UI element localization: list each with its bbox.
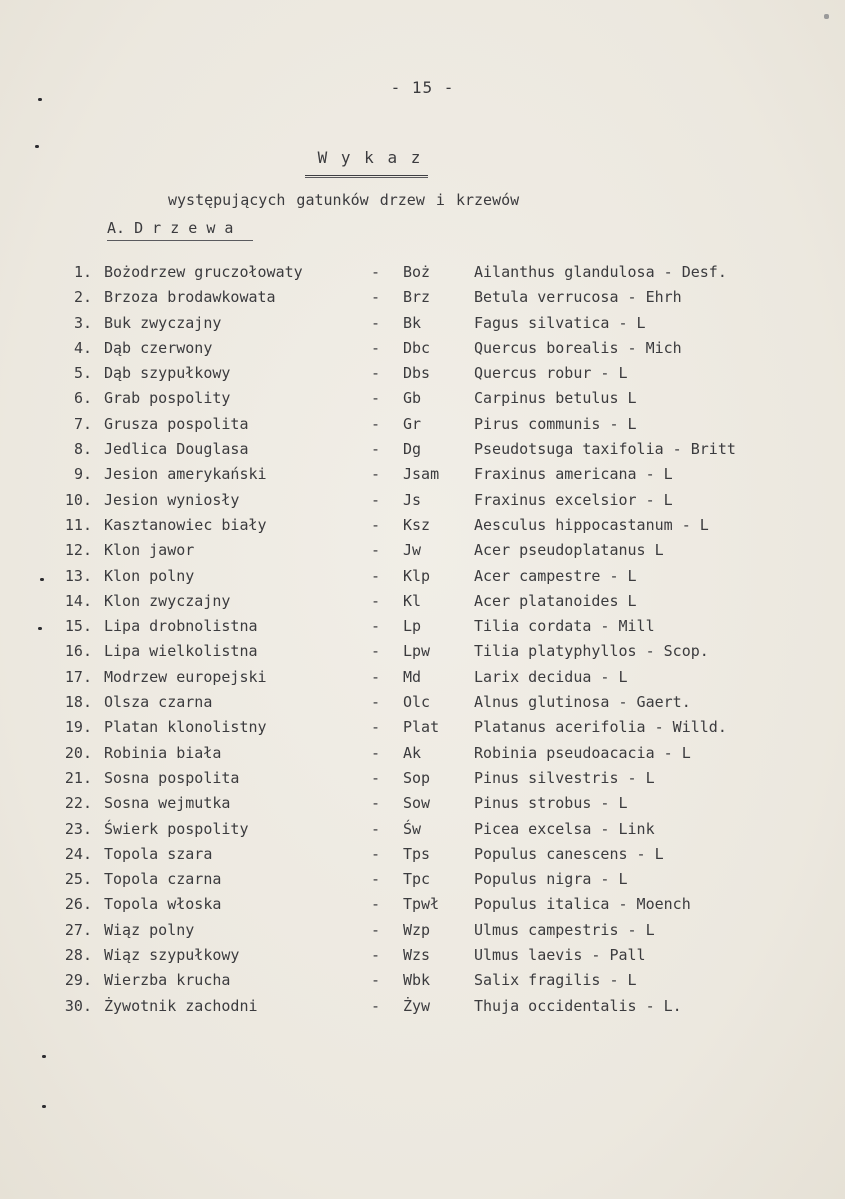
separator-dash: - — [371, 414, 381, 433]
polish-name: Klon jawor — [104, 541, 195, 560]
abbreviation: Olc — [403, 693, 431, 712]
row-number: 24. — [64, 844, 92, 863]
row-number: 7. — [73, 414, 92, 433]
table-row — [0, 845, 845, 870]
polish-name: Świerk pospolity — [104, 819, 249, 838]
row-number: 21. — [64, 768, 92, 787]
latin-name: Platanus acerifolia - Willd. — [474, 718, 727, 737]
polish-name: Grusza pospolita — [104, 414, 249, 433]
row-number: 27. — [64, 920, 92, 939]
row-number: 17. — [64, 667, 92, 686]
abbreviation: Lp — [403, 617, 422, 636]
separator-dash: - — [371, 768, 381, 787]
row-number: 3. — [73, 313, 92, 332]
table-row — [0, 364, 845, 389]
separator-dash: - — [371, 566, 381, 585]
latin-name: Tilia platyphyllos - Scop. — [474, 642, 709, 661]
table-row — [0, 642, 845, 667]
row-number: 20. — [64, 743, 92, 762]
separator-dash: - — [371, 515, 381, 534]
table-row — [0, 541, 845, 566]
abbreviation: Ak — [403, 743, 422, 762]
table-row — [0, 440, 845, 465]
corner-mark — [824, 14, 829, 19]
abbreviation: Gb — [403, 389, 422, 408]
margin-mark — [42, 1055, 46, 1058]
separator-dash: - — [371, 667, 381, 686]
latin-name: Carpinus betulus L — [474, 389, 637, 408]
abbreviation: Żyw — [403, 996, 431, 1015]
row-number: 16. — [64, 642, 92, 661]
separator-dash: - — [371, 693, 381, 712]
separator-dash: - — [371, 389, 381, 408]
separator-dash: - — [371, 591, 381, 610]
row-number: 14. — [64, 591, 92, 610]
abbreviation: Wzp — [403, 920, 431, 939]
abbreviation: Klp — [403, 566, 431, 585]
latin-name: Populus italica - Moench — [474, 895, 691, 914]
row-number: 13. — [64, 566, 92, 585]
separator-dash: - — [371, 819, 381, 838]
polish-name: Dąb czerwony — [104, 338, 213, 357]
polish-name: Żywotnik zachodni — [104, 996, 258, 1015]
abbreviation: Kl — [403, 591, 422, 610]
polish-name: Bożodrzew gruczołowaty — [104, 263, 303, 281]
latin-name: Salix fragilis - L — [474, 971, 637, 990]
row-number: 26. — [64, 895, 92, 914]
table-row — [0, 718, 845, 743]
latin-name: Tilia cordata - Mill — [474, 617, 655, 636]
table-row — [0, 769, 845, 794]
abbreviation: Js — [403, 490, 422, 509]
abbreviation: Sop — [403, 768, 431, 787]
table-row — [0, 895, 845, 920]
polish-name: Klon zwyczajny — [104, 591, 231, 610]
polish-name: Jesion amerykański — [104, 465, 267, 484]
margin-mark — [38, 627, 42, 630]
table-row — [0, 921, 845, 946]
separator-dash: - — [371, 895, 381, 914]
latin-name: Robinia pseudoacacia - L — [474, 743, 691, 762]
row-number: 19. — [64, 718, 92, 737]
table-row — [0, 465, 845, 490]
row-number: 18. — [64, 693, 92, 712]
margin-mark — [40, 578, 44, 581]
abbreviation: Bk — [403, 313, 422, 332]
polish-name: Sosna pospolita — [104, 768, 240, 787]
latin-name: Acer platanoides L — [474, 591, 637, 610]
polish-name: Kasztanowiec biały — [104, 515, 267, 534]
table-row — [0, 971, 845, 996]
table-row — [0, 288, 845, 313]
latin-name: Pinus silvestris - L — [474, 768, 655, 787]
table-row — [0, 693, 845, 718]
table-row — [0, 389, 845, 414]
row-number: 30. — [64, 996, 92, 1015]
latin-name: Pinus strobus - L — [474, 794, 628, 813]
polish-name: Buk zwyczajny — [104, 313, 222, 332]
abbreviation: Św — [403, 819, 422, 838]
separator-dash: - — [371, 794, 381, 813]
abbreviation: Jsam — [403, 465, 440, 484]
latin-name: Quercus borealis - Mich — [474, 338, 682, 357]
polish-name: Jesion wyniosły — [104, 490, 240, 509]
abbreviation: Dbs — [403, 364, 431, 383]
table-row — [0, 997, 845, 1022]
separator-dash: - — [371, 920, 381, 939]
polish-name: Modrzew europejski — [104, 667, 267, 686]
section-underline — [107, 240, 253, 241]
abbreviation: Tpc — [403, 870, 431, 889]
latin-name: Acer pseudoplatanus L — [474, 541, 664, 560]
row-number: 22. — [64, 794, 92, 813]
polish-name: Jedlica Douglasa — [104, 440, 249, 459]
polish-name: Wiąz szypułkowy — [104, 946, 240, 965]
separator-dash: - — [371, 743, 381, 762]
abbreviation: Md — [403, 667, 422, 686]
separator-dash: - — [371, 440, 381, 459]
polish-name: Robinia biała — [104, 743, 222, 762]
latin-name: Fagus silvatica - L — [474, 313, 646, 332]
separator-dash: - — [371, 946, 381, 965]
polish-name: Klon polny — [104, 566, 195, 585]
separator-dash: - — [371, 465, 381, 484]
abbreviation: Wbk — [403, 971, 431, 990]
row-number: 29. — [64, 971, 92, 990]
row-number: 25. — [64, 870, 92, 889]
polish-name: Sosna wejmutka — [104, 794, 231, 813]
table-row — [0, 668, 845, 693]
latin-name: Quercus robur - L — [474, 364, 628, 383]
table-row — [0, 415, 845, 440]
polish-name: Topola czarna — [104, 870, 222, 889]
row-number: 5. — [73, 364, 92, 383]
latin-name: Pseudotsuga taxifolia - Britt — [474, 440, 736, 459]
abbreviation: Tps — [403, 844, 431, 863]
row-number: 15. — [64, 617, 92, 636]
latin-name: Fraxinus excelsior - L — [474, 490, 673, 509]
row-number: 6. — [73, 389, 92, 408]
separator-dash: - — [371, 541, 381, 560]
separator-dash: - — [371, 313, 381, 332]
separator-dash: - — [371, 288, 381, 307]
latin-name: Acer campestre - L — [474, 566, 637, 585]
table-row — [0, 617, 845, 642]
latin-name: Populus nigra - L — [474, 870, 628, 889]
separator-dash: - — [371, 996, 381, 1015]
margin-mark — [35, 145, 39, 148]
row-number: 10. — [64, 490, 92, 509]
abbreviation: Sow — [403, 794, 431, 813]
abbreviation: Jw — [403, 541, 422, 560]
separator-dash: - — [371, 642, 381, 661]
polish-name: Brzoza brodawkowata — [104, 288, 276, 307]
polish-name: Wierzba krucha — [104, 971, 231, 990]
table-row — [0, 491, 845, 516]
latin-name: Thuja occidentalis - L. — [474, 996, 682, 1015]
row-number: 4. — [73, 338, 92, 357]
abbreviation: Tpwł — [403, 895, 440, 914]
separator-dash: - — [371, 718, 381, 737]
latin-name: Populus canescens - L — [474, 844, 664, 863]
title-underline — [305, 175, 428, 178]
abbreviation: Wzs — [403, 946, 431, 965]
polish-name: Topola włoska — [104, 895, 222, 914]
table-row — [0, 870, 845, 895]
row-number: 11. — [64, 515, 92, 534]
separator-dash: - — [371, 338, 381, 357]
separator-dash: - — [371, 263, 381, 281]
separator-dash: - — [371, 490, 381, 509]
separator-dash: - — [371, 364, 381, 383]
row-number: 1. — [73, 263, 92, 281]
polish-name: Olsza czarna — [104, 693, 213, 712]
abbreviation: Dg — [403, 440, 422, 459]
latin-name: Larix decidua - L — [474, 667, 628, 686]
page-number: - 15 - — [390, 78, 455, 97]
margin-mark — [38, 98, 42, 101]
table-row — [0, 820, 845, 845]
latin-name: Alnus glutinosa - Gaert. — [474, 693, 691, 712]
document-title: W y k a z — [317, 148, 423, 167]
document-subtitle: występujących gatunków drzew i krzewów — [168, 191, 520, 209]
species-list — [0, 263, 845, 1022]
table-row — [0, 567, 845, 592]
row-number: 23. — [64, 819, 92, 838]
latin-name: Betula verrucosa - Ehrh — [474, 288, 682, 307]
latin-name: Ulmus laevis - Pall — [474, 946, 646, 965]
section-heading: A. D r z e w a — [107, 219, 234, 237]
latin-name: Picea excelsa - Link — [474, 819, 655, 838]
polish-name: Grab pospolity — [104, 389, 231, 408]
abbreviation: Gr — [403, 414, 422, 433]
separator-dash: - — [371, 870, 381, 889]
abbreviation: Lpw — [403, 642, 431, 661]
polish-name: Wiąz polny — [104, 920, 195, 939]
latin-name: Aesculus hippocastanum - L — [474, 515, 709, 534]
abbreviation: Brz — [403, 288, 431, 307]
latin-name: Ulmus campestris - L — [474, 920, 655, 939]
row-number: 9. — [73, 465, 92, 484]
latin-name: Pirus communis - L — [474, 414, 637, 433]
table-row — [0, 314, 845, 339]
polish-name: Lipa wielkolistna — [104, 642, 258, 661]
separator-dash: - — [371, 971, 381, 990]
abbreviation: Dbc — [403, 338, 431, 357]
table-row — [0, 744, 845, 769]
row-number: 2. — [73, 288, 92, 307]
polish-name: Topola szara — [104, 844, 213, 863]
separator-dash: - — [371, 617, 381, 636]
polish-name: Dąb szypułkowy — [104, 364, 231, 383]
row-number: 8. — [73, 440, 92, 459]
table-row — [0, 263, 845, 288]
latin-name: Ailanthus glandulosa - Desf. — [474, 263, 727, 281]
row-number: 12. — [64, 541, 92, 560]
table-row — [0, 794, 845, 819]
table-row — [0, 339, 845, 364]
separator-dash: - — [371, 844, 381, 863]
margin-mark — [42, 1105, 46, 1108]
abbreviation: Boż — [403, 263, 431, 281]
abbreviation: Plat — [403, 718, 440, 737]
table-row — [0, 946, 845, 971]
polish-name: Platan klonolistny — [104, 718, 267, 737]
latin-name: Fraxinus americana - L — [474, 465, 673, 484]
table-row — [0, 592, 845, 617]
abbreviation: Ksz — [403, 515, 431, 534]
table-row — [0, 516, 845, 541]
polish-name: Lipa drobnolistna — [104, 617, 258, 636]
row-number: 28. — [64, 946, 92, 965]
